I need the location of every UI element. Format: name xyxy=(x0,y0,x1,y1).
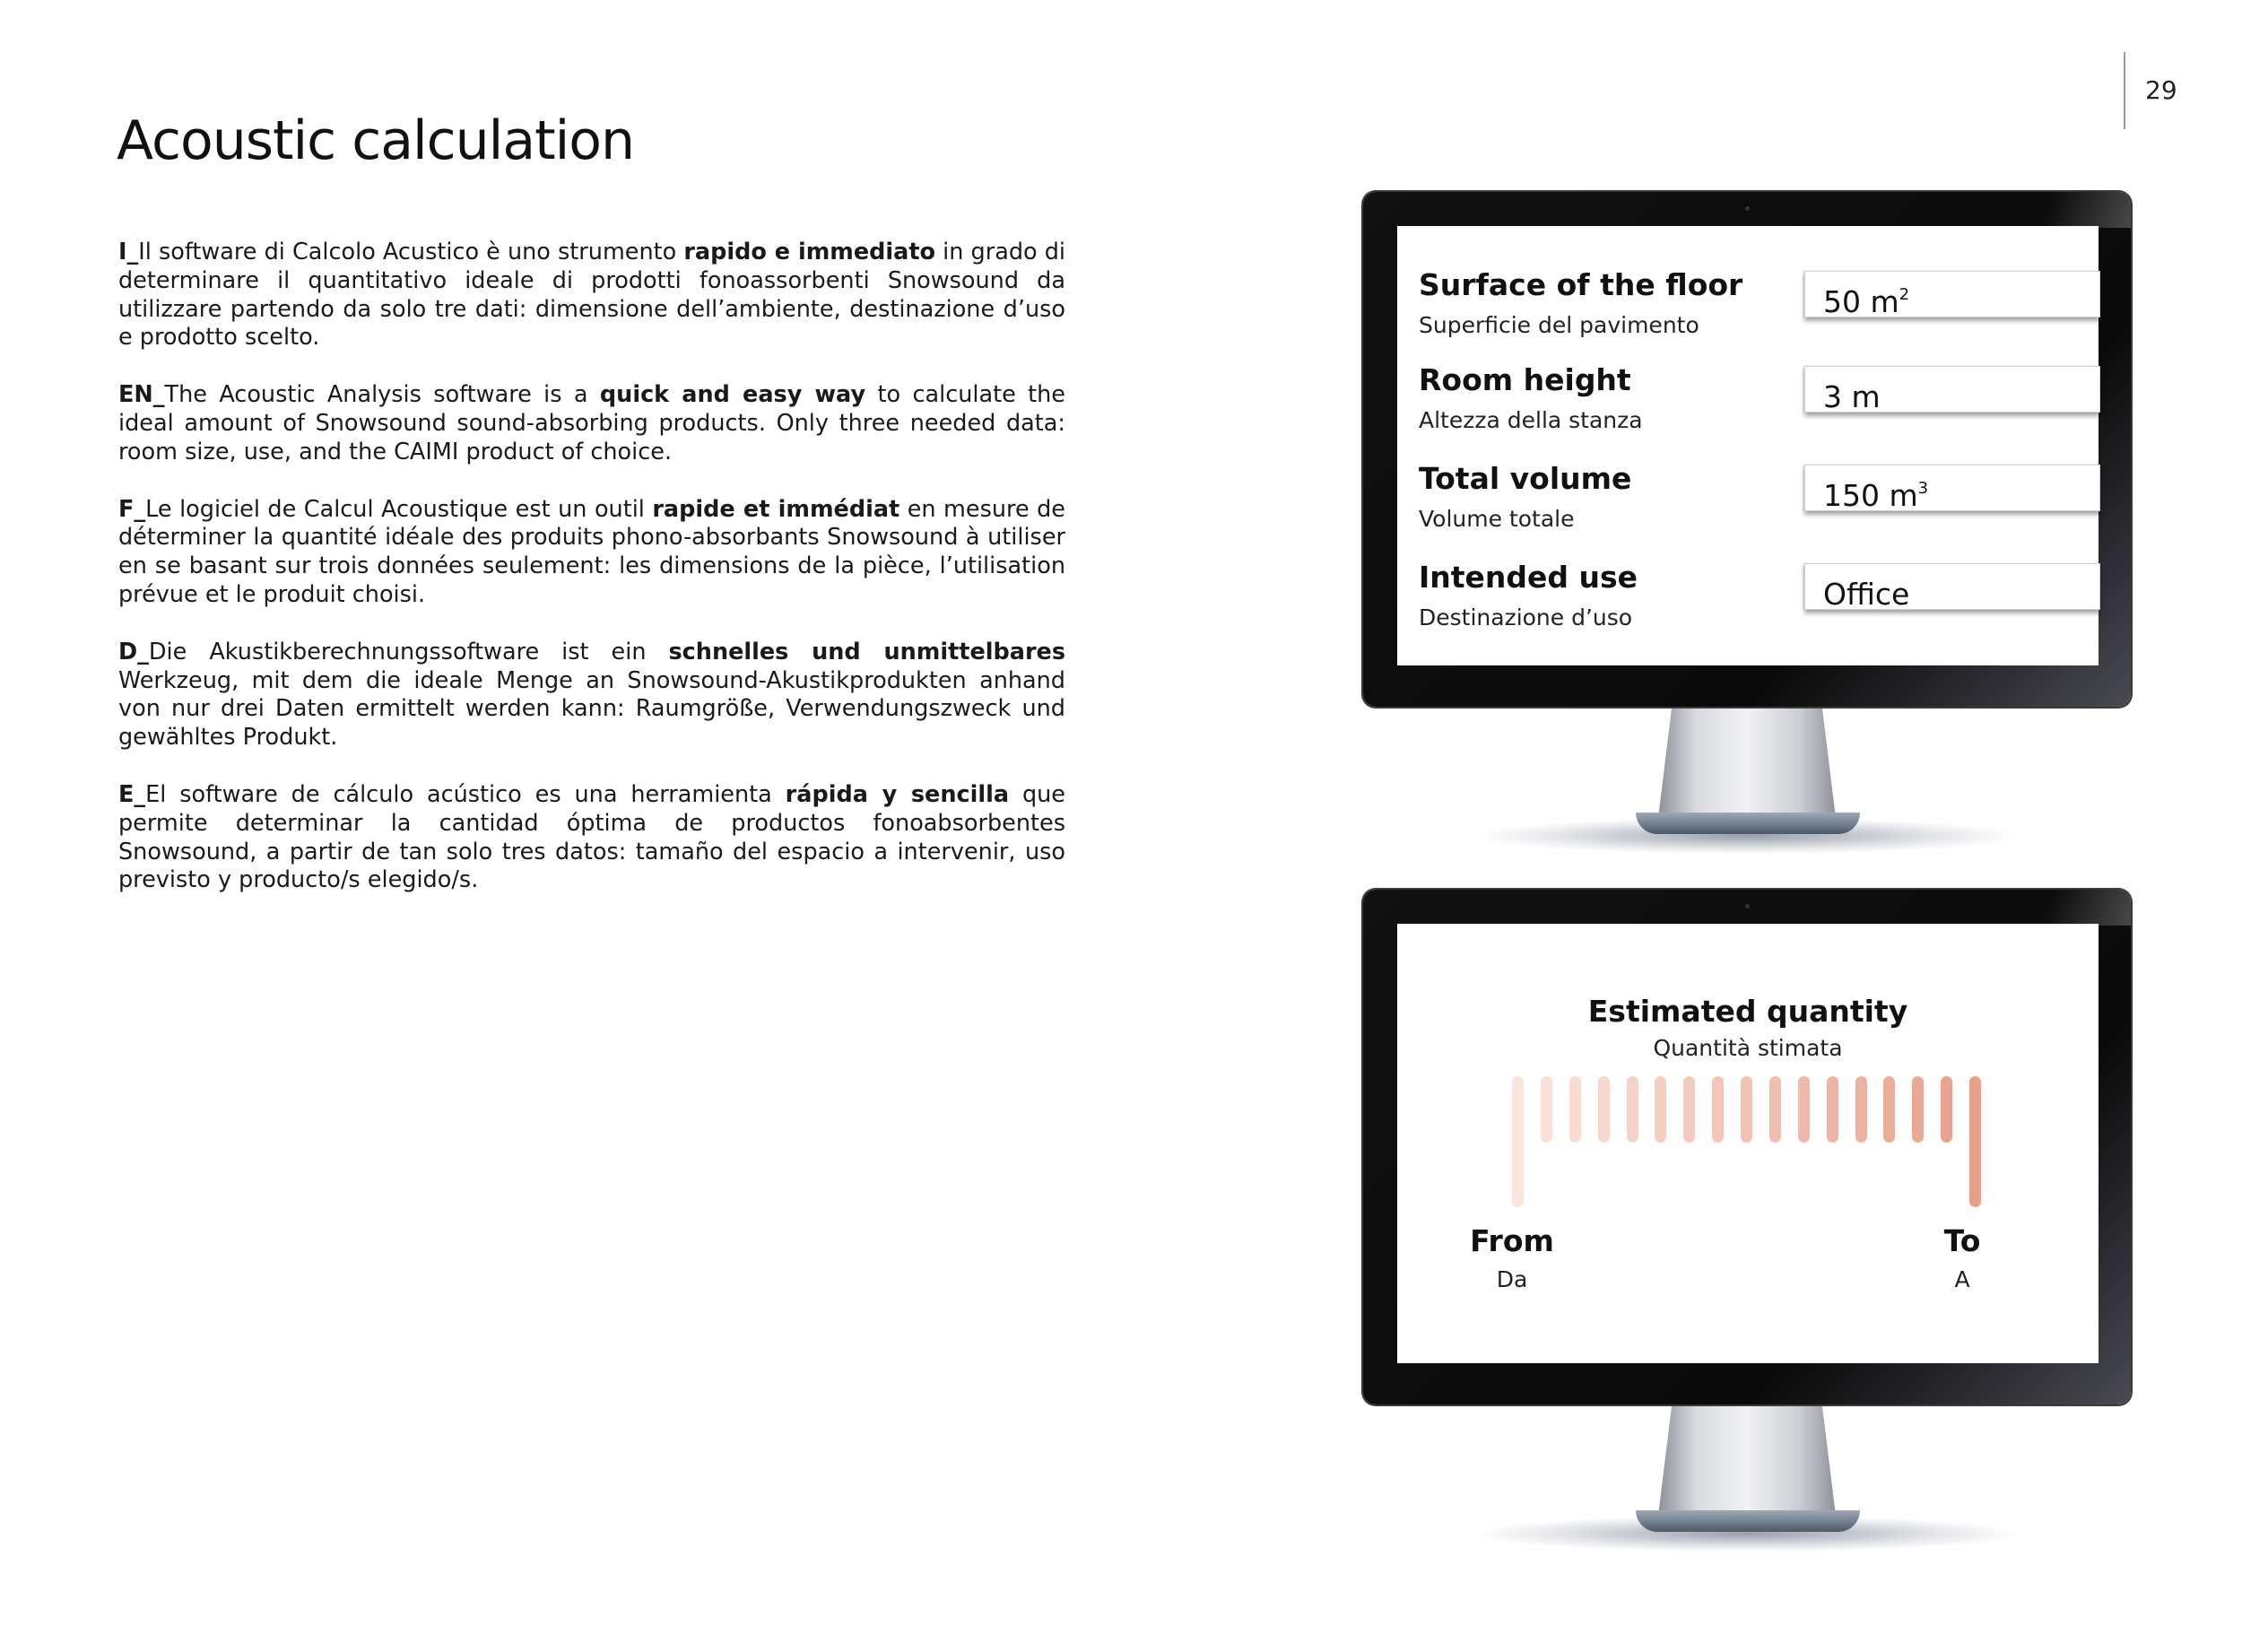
paragraph-emphasis: rapide et immédiat xyxy=(652,495,900,523)
paragraph-text: in grado di determinare il quantitativo ideale di prodotti fonoassorbenti Snowsound da utilizzare partendo da solo tre dati: dimensione dell’ambiente, destinazione d’uso e prodotto scelto. xyxy=(118,239,1065,352)
monitor-estimate-illustration xyxy=(1361,888,2133,1569)
quantity-bar xyxy=(1541,1076,1552,1143)
form-label: Total volume xyxy=(1419,461,1632,496)
field-value: 50 m xyxy=(1823,284,1899,319)
paragraph-text: Le logiciel de Calcul Acoustique est un outil xyxy=(145,495,653,523)
paragraph-spanish xyxy=(118,781,1065,895)
form-row-room-height xyxy=(1419,362,2082,443)
paragraph-text: Il software di Calcolo Acustico è uno strumento xyxy=(138,239,684,265)
paragraph-english xyxy=(118,381,1065,466)
text-column xyxy=(118,239,1065,924)
paragraph-text: Werkzeug, mit dem die ideale Menge an Snowsound-Akustikprodukten anhand von nur drei Daten ermittelt werden kann: Raumgröße, Verwendungszweck und gewähltes Produkt. xyxy=(118,666,1065,752)
form-row-total-volume xyxy=(1419,461,2082,542)
language-prefix: E_ xyxy=(118,780,146,808)
quantity-bar xyxy=(1827,1076,1838,1143)
monitor-bezel xyxy=(1363,890,2131,1404)
page-title: Acoustic calculation xyxy=(117,109,635,172)
quantity-bar xyxy=(1941,1076,1952,1143)
form-label: Surface of the floor xyxy=(1419,267,1743,302)
paragraph-french xyxy=(118,496,1065,610)
quantity-bar xyxy=(1683,1076,1695,1143)
quantity-bar xyxy=(1512,1076,1524,1207)
paragraph-emphasis: rapido e immediato xyxy=(683,239,936,265)
quantity-bar xyxy=(1969,1076,1981,1207)
paragraph-text: The Acoustic Analysis software is a xyxy=(164,381,600,409)
quantity-bar xyxy=(1741,1076,1752,1143)
estimate-subtitle: Quantità stimata xyxy=(1653,1035,1843,1061)
paragraph-text: Die Akustikberechnungssoftware ist ein xyxy=(148,638,669,665)
intended-use-field[interactable] xyxy=(1804,563,2100,610)
language-prefix: I_ xyxy=(118,239,139,265)
language-prefix: EN_ xyxy=(118,381,165,409)
floor-surface-field[interactable] xyxy=(1804,271,2100,317)
form-row-intended-use xyxy=(1419,560,2082,640)
form-sublabel: Superficie del pavimento xyxy=(1419,312,1699,338)
total-volume-field[interactable] xyxy=(1804,465,2100,511)
form-sublabel: Destinazione d’uso xyxy=(1419,604,1633,630)
form-sublabel: Volume totale xyxy=(1419,506,1575,532)
quantity-bar xyxy=(1655,1076,1666,1143)
paragraph-text: en mesure de déterminer la quantité idéale des produits phono-absorbants Snowsound à utiliser en se basant sur trois données seulement: les dimensions de la pièce, l’utilisation prévue et le produit choisi. xyxy=(118,495,1065,608)
quantity-bar xyxy=(1598,1076,1610,1143)
language-prefix: D_ xyxy=(118,638,149,665)
monitor-form-illustration xyxy=(1361,190,2133,872)
paragraph-text: El software de cálculo acústico es una herramienta xyxy=(145,780,786,808)
paragraph-italian xyxy=(118,239,1065,352)
quantity-bar xyxy=(1798,1076,1810,1143)
quantity-bar xyxy=(1712,1076,1724,1143)
quantity-range-bars xyxy=(1397,924,2099,1363)
page-number: 29 xyxy=(2145,75,2177,105)
camera-icon xyxy=(1745,206,1750,211)
form-label: Room height xyxy=(1419,362,1631,397)
range-from-label: From xyxy=(1470,1223,1554,1258)
monitor-stand-base xyxy=(1636,1510,1860,1532)
paragraph-emphasis: schnelles und unmittelbares xyxy=(668,638,1065,665)
form-label: Intended use xyxy=(1419,560,1638,595)
quantity-bar xyxy=(1569,1076,1581,1143)
field-value: 3 m xyxy=(1823,379,1881,414)
monitor-screen xyxy=(1397,226,2099,665)
paragraph-emphasis: rápida y sencilla xyxy=(785,780,1010,808)
field-unit-exponent: 3 xyxy=(1917,479,1929,498)
paragraph-text: que permite determinar la cantidad óptima de productos fonoabsorbentes Snowsound, a partir de tan solo tres datos: tamaño del espacio a intervenir, uso previsto y producto/s elegido/s. xyxy=(118,780,1065,894)
quantity-bar xyxy=(1627,1076,1638,1143)
monitor-screen xyxy=(1397,924,2099,1363)
range-to-sublabel: A xyxy=(1954,1266,1970,1292)
field-unit-exponent: 2 xyxy=(1899,285,1910,304)
range-from-sublabel: Da xyxy=(1496,1266,1528,1292)
room-height-field[interactable] xyxy=(1804,366,2100,413)
quantity-bar xyxy=(1883,1076,1895,1143)
paragraph-german xyxy=(118,639,1065,752)
camera-icon xyxy=(1745,904,1750,909)
estimate-title: Estimated quantity xyxy=(1587,994,1908,1029)
field-value: Office xyxy=(1823,577,1910,612)
quantity-bar xyxy=(1855,1076,1867,1143)
quantity-bar xyxy=(1769,1076,1781,1143)
monitor-bezel xyxy=(1363,192,2131,707)
form-sublabel: Altezza della stanza xyxy=(1419,407,1643,433)
quantity-bar xyxy=(1912,1076,1924,1143)
page-divider xyxy=(2124,52,2125,129)
form-row-floor-surface xyxy=(1419,267,2082,348)
paragraph-emphasis: quick and easy way xyxy=(599,381,866,409)
field-value: 150 m xyxy=(1823,478,1918,513)
monitor-stand-base xyxy=(1636,813,1860,834)
language-prefix: F_ xyxy=(118,495,146,523)
range-to-label: To xyxy=(1943,1223,1981,1258)
paragraph-text: to calculate the ideal amount of Snowsound sound-absorbing products. Only three needed data: room size, use, and the CAIMI product of choice. xyxy=(118,381,1065,465)
